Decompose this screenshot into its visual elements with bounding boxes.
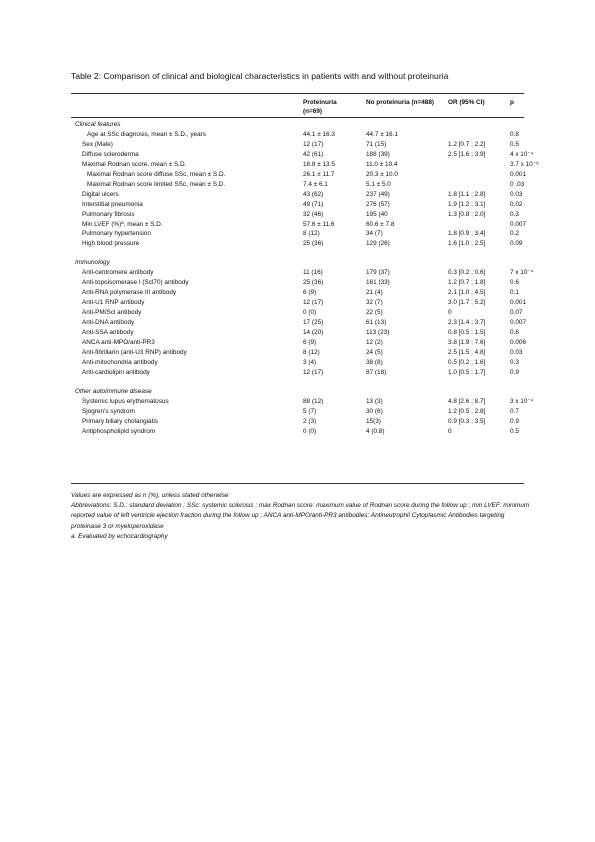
table-row — [71, 190, 524, 200]
cell-no-proteinuria: 24 (5) — [366, 348, 383, 356]
cell-proteinuria: 25 (36) — [303, 279, 324, 287]
row-label: Diffuse scleroderma — [82, 150, 139, 158]
cell-no-proteinuria: 20.3 ± 10.0 — [366, 170, 398, 178]
cell-proteinuria: 0 (0) — [303, 309, 317, 317]
cell-proteinuria: 0 (0) — [303, 427, 317, 435]
row-label: Anti-DNA antibody — [82, 319, 135, 327]
table-row — [71, 298, 524, 308]
cell-proteinuria: 43 (62) — [303, 190, 324, 198]
section-title: Clinical features — [75, 121, 121, 128]
table-row — [71, 308, 524, 318]
cell-p-value: 0.03 — [510, 190, 523, 198]
row-label: Min LVEF (%)ª, mean ± S.D. — [82, 220, 163, 228]
header-proteinuria-label: Proteinuria — [303, 99, 337, 106]
table-row — [71, 338, 524, 348]
row-label: Systemic lupus erythematosus — [82, 397, 169, 405]
cell-or: 3.0 [1.7 ; 5.2] — [448, 299, 486, 307]
cell-p-value: 0.8 — [510, 130, 519, 138]
cell-proteinuria: 49 (71) — [303, 200, 324, 208]
cell-proteinuria: 88 (12) — [303, 397, 324, 405]
cell-proteinuria: 32 (46) — [303, 210, 324, 218]
row-label: Antiphospholipid syndrom — [82, 427, 156, 435]
cell-proteinuria: 14 (20) — [303, 329, 324, 336]
cell-no-proteinuria: 13 (3) — [366, 397, 383, 405]
cell-proteinuria: 17 (25) — [303, 319, 324, 327]
cell-or: 0.5 [0.2 ; 1.6] — [448, 358, 486, 366]
cell-or: 0 — [448, 309, 452, 317]
cell-proteinuria: 5 (7) — [303, 407, 317, 415]
cell-no-proteinuria: 21 (4) — [366, 289, 383, 297]
cell-proteinuria: 8 (12) — [303, 230, 320, 238]
row-label: Primary biliary cholangiatis — [82, 417, 159, 425]
row-label: Anti-cardiolipin antibody — [82, 368, 150, 376]
cell-or: 3.8 [1.9 ; 7.6] — [448, 338, 486, 346]
cell-no-proteinuria: 195 (40 — [366, 210, 388, 218]
header-divider — [71, 117, 524, 118]
table-row — [71, 318, 524, 328]
cell-p-value: 0.3 — [510, 358, 519, 366]
cell-proteinuria: 8 (12) — [303, 348, 320, 356]
table-row — [71, 150, 534, 160]
cell-or: 1.0 [0.5 ; 1.7] — [448, 368, 486, 376]
cell-p-value: 0.6 — [510, 329, 519, 336]
cell-or: 1.9 [1.2 ; 3.1] — [448, 200, 486, 208]
cell-no-proteinuria: 5.1 ± 5.0 — [366, 180, 391, 188]
section-title: Immunology — [75, 259, 110, 267]
table-row — [71, 427, 524, 437]
table-row — [71, 210, 524, 220]
row-label: Digital ulcers — [82, 190, 119, 198]
cell-or: 0 — [448, 427, 452, 435]
table-row — [71, 288, 524, 298]
cell-or: 2.5 [1.5 ; 4.8] — [448, 348, 486, 356]
cell-or: 0.9 [0.3 ; 3.5] — [448, 417, 486, 425]
cell-proteinuria: 12 (17) — [303, 299, 324, 307]
cell-or: 2.3 [1.4 ; 3.7] — [448, 319, 486, 327]
cell-p-value: 0.09 — [510, 240, 523, 248]
table-row — [71, 348, 524, 358]
table-row — [71, 180, 524, 190]
table-row — [71, 160, 539, 170]
section-clinical-features — [71, 120, 524, 130]
row-label: Age at SSc diagnosis, mean ± S.D., years — [87, 130, 206, 138]
cell-p-value: 0 .03 — [510, 180, 525, 188]
cell-proteinuria: 11 (16) — [303, 269, 323, 277]
row-label: Anti-RNA polymerase III antibody — [82, 289, 177, 297]
cell-p-value: 0.03 — [510, 348, 523, 356]
cell-or: 0.3 [0.2 ; 0.6] — [448, 269, 486, 277]
cell-proteinuria: 42 (61) — [303, 150, 324, 158]
cell-p-value: 0.5 — [510, 140, 519, 148]
table-row — [71, 397, 534, 407]
cell-no-proteinuria: 38 (8) — [366, 358, 383, 366]
cell-proteinuria: 6 (9) — [303, 338, 317, 346]
cell-no-proteinuria: 61 (13) — [366, 319, 387, 327]
row-label: Interstitial pneumonia — [82, 200, 143, 208]
cell-or: 1.2 [0.7 ; 2.2] — [448, 140, 486, 148]
cell-p-value: 0.9 — [510, 368, 519, 376]
row-label: Anti-U1 RNP antibody — [82, 299, 145, 307]
data-table — [71, 93, 539, 484]
table-row — [71, 229, 524, 239]
row-label: Anti-fibrillarin (anti-U3 RNP) antibody — [82, 348, 187, 356]
cell-or: 1.2 [0.5 ; 2.8] — [448, 407, 486, 415]
cell-p-value: 3 x 10⁻⁴ — [510, 397, 534, 405]
cell-p-value: 0.02 — [510, 200, 523, 208]
cell-or: 4.8 [2.6 ; 8.7] — [448, 397, 486, 405]
section-other-autoimmune — [71, 387, 524, 397]
table-row — [71, 239, 524, 249]
cell-no-proteinuria: 30 (6) — [366, 407, 383, 415]
row-label: Anti-mitochondria antibody — [82, 358, 158, 366]
cell-or: 0.8 [0.5 ; 1.5] — [448, 329, 486, 336]
cell-p-value: 0.007 — [510, 220, 526, 228]
cell-proteinuria: 6 (9) — [303, 289, 317, 297]
cell-p-value: 3.7 x 10⁻⁸ — [510, 160, 539, 168]
cell-no-proteinuria: 87 (18) — [366, 368, 387, 376]
cell-p-value: 7 x 10⁻⁴ — [510, 269, 534, 277]
table-notes — [71, 491, 531, 542]
row-label: Sex (Male) — [82, 140, 113, 148]
table-row — [71, 140, 524, 150]
section-immunology — [71, 258, 524, 268]
cell-proteinuria: 18.8 ± 13.5 — [303, 160, 335, 168]
cell-or: 1.8 [1.1 ; 2.8] — [448, 190, 486, 198]
table-row — [71, 200, 524, 210]
cell-no-proteinuria: 188 (39) — [366, 150, 390, 158]
table-row — [71, 358, 524, 368]
cell-p-value: 0.001 — [510, 170, 526, 178]
cell-no-proteinuria: 15(3) — [366, 417, 381, 425]
cell-no-proteinuria: 32 (7) — [366, 299, 383, 307]
cell-proteinuria: 26.1 ± 11.7 — [303, 170, 335, 178]
cell-no-proteinuria: 34 (7) — [366, 230, 383, 238]
cell-no-proteinuria: 12 (2) — [366, 338, 383, 346]
cell-proteinuria: 57.6 ± 11.6 — [303, 220, 335, 228]
table-title: Table 2: Comparison of clinical and biological characteristics in patients with and without proteinuria — [71, 71, 449, 81]
cell-or: 2.1 [1.0 ; 4.5] — [448, 289, 486, 297]
header-p: p — [510, 99, 514, 106]
table-row — [71, 220, 524, 230]
row-label: ANCA anti-MPO/anti-PR3 — [82, 338, 155, 346]
row-label: Anti-SSA antibody — [82, 329, 134, 336]
row-label: Sjogren’s syndrom — [82, 407, 135, 415]
cell-proteinuria: 44.1 ± 16.3 — [303, 130, 335, 138]
cell-no-proteinuria: 71 (15) — [366, 140, 387, 148]
row-label: Anti-topoisomerase I (Scl70) antibody — [82, 279, 189, 287]
table-row — [71, 368, 524, 378]
table-row — [71, 130, 524, 140]
cell-no-proteinuria: 179 (37) — [366, 269, 390, 277]
table-row — [71, 278, 524, 288]
cell-no-proteinuria: 113 (23) — [366, 329, 390, 336]
cell-proteinuria: 7.4 ± 6.1 — [303, 180, 328, 188]
note-abbreviations: Abbreviations: S.D.: standard deviation ; SSc: systemic sclerosis ; max Rodnan score: maximum value of Rodnan score during the follow up ; min LVEF: minimum reported value of left ventricle ejection fraction during the follow up ; ANCA anti-MPO/anti-PR3 antibodies: Antineutrophil Cytoplasmic Antibodies targeting proteinase 3 or myeloperoxidase — [71, 502, 530, 530]
header-proteinuria-n: (n=69) — [303, 108, 323, 115]
cell-no-proteinuria: 129 (26) — [366, 240, 390, 248]
cell-proteinuria: 12 (17) — [303, 140, 324, 148]
header-no-proteinuria: No proteinuria (n=488) — [366, 99, 435, 106]
cell-no-proteinuria: 276 (57) — [366, 200, 390, 208]
row-label: Maximal Rodnan score, mean ± S.D. — [82, 160, 187, 168]
cell-or: 2.5 [1.6 ; 3.9] — [448, 150, 486, 158]
cell-p-value: 0.07 — [510, 309, 523, 317]
cell-no-proteinuria: 60.6 ± 7.8 — [366, 220, 395, 228]
cell-no-proteinuria: 11.0 ± 10.4 — [366, 160, 398, 168]
cell-no-proteinuria: 161 (33) — [366, 279, 390, 287]
cell-no-proteinuria: 237 (49) — [366, 190, 390, 198]
cell-p-value: 0.9 — [510, 417, 519, 425]
row-label: Pulmonary hypertension — [82, 230, 151, 238]
row-label: Anti-centromere antibody — [82, 269, 154, 277]
cell-or: 1.2 [0.7 ; 1.8] — [448, 279, 486, 287]
table-row — [71, 170, 524, 180]
section-title: Other autoimmune disease — [75, 387, 152, 395]
note-values: Values are expressed as n (%), unless stated otherwise — [71, 492, 229, 499]
cell-proteinuria: 25 (36) — [303, 240, 324, 248]
row-label: Maximal Rodnan score limited SSc, mean ± S.D. — [87, 180, 226, 188]
cell-p-value: 0.007 — [510, 319, 526, 327]
cell-proteinuria: 12 (17) — [303, 368, 324, 376]
cell-p-value: 0.2 — [510, 230, 519, 238]
cell-or: 1.3 [0.8 ; 2.0] — [448, 210, 486, 218]
cell-no-proteinuria: 4 (0.8) — [366, 427, 385, 435]
cell-p-value: 0.7 — [510, 407, 519, 415]
cell-p-value: 0.3 — [510, 210, 519, 218]
note-footnote-a: a. Evaluated by echocardiography — [71, 532, 168, 540]
cell-p-value: 0.1 — [510, 289, 519, 297]
header-or: OR (95% CI) — [448, 99, 485, 106]
cell-p-value: 0.5 — [510, 427, 519, 435]
table-row — [71, 328, 524, 338]
cell-proteinuria: 3 (4) — [303, 358, 317, 366]
cell-or: 1.8 [0.9 ; 3.4] — [448, 230, 486, 238]
cell-p-value: 0.6 — [510, 279, 519, 287]
cell-p-value: 0.001 — [510, 299, 526, 307]
cell-or: 1.6 [1.0 ; 2.5] — [448, 240, 486, 248]
cell-p-value: 0.006 — [510, 338, 526, 346]
row-label: Maximal Rodnan score diffuse SSc, mean ± S.D. — [87, 170, 226, 178]
cell-p-value: 4 x 10⁻⁴ — [510, 150, 534, 158]
row-label: Anti-PM/Scl antibody — [82, 309, 142, 317]
header-proteinuria — [303, 98, 337, 116]
row-label: High blood pressure — [82, 240, 140, 248]
cell-no-proteinuria: 22 (5) — [366, 309, 383, 317]
cell-no-proteinuria: 44.7 ± 16.1 — [366, 130, 398, 138]
table-row — [71, 417, 524, 427]
table-row — [71, 268, 534, 278]
cell-proteinuria: 2 (3) — [303, 417, 317, 425]
table-row — [71, 407, 524, 417]
row-label: Pulmonary fibrosis — [82, 210, 135, 218]
